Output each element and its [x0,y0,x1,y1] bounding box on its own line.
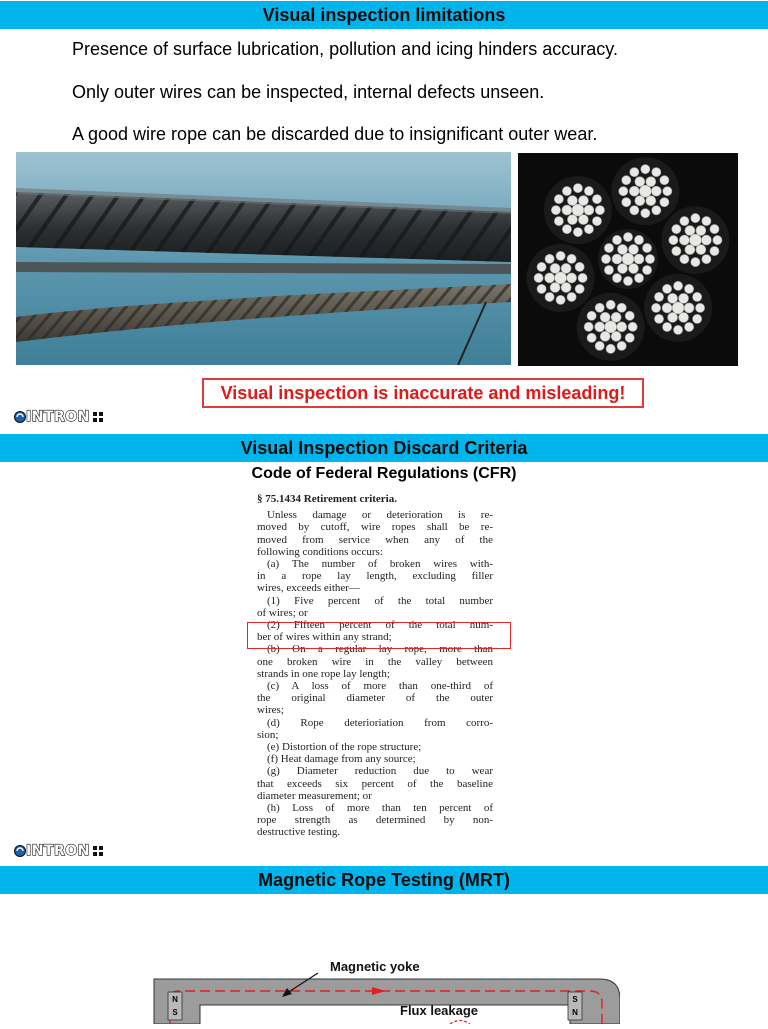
regulation-line: strands in one rope lay length; [257,667,390,680]
pole-label: S [572,995,578,1004]
limitation-item: Presence of surface lubrication, pollution and icing hinders accuracy. [72,39,618,59]
regulation-line: (2) Fifteen percent of the total num- [267,619,493,632]
section-title: Magnetic Rope Testing (MRT) [258,869,510,890]
regulation-line: (b) On a regular lay rope, more than [267,643,493,656]
logo-text: INTRON [26,843,90,859]
regulation-line: (a) The number of broken wires with- [267,558,493,571]
regulation-line: (e) Distortion of the rope structure; [267,741,422,754]
limitation-item: Only outer wires can be inspected, internal defects unseen. [72,82,545,102]
intron-logo [14,409,104,425]
logo-mark-icon [14,411,26,423]
section-title: Visual Inspection Discard Criteria [240,437,528,458]
section-banner-mrt [0,866,768,894]
regulation-line: ber of wires within any strand; [257,631,392,644]
regulation-line: following conditions occurs: [257,545,383,558]
wire-rope-photo [16,152,511,365]
regulation-line: Unless damage or deterioration is re- [267,509,493,522]
pole-label: N [572,1008,578,1017]
regulation-line: (d) Rope deterioriation from corro- [267,716,493,729]
section-title: Visual inspection limitations [262,4,506,25]
regulation-line: (f) Heat damage from any source; [267,753,416,766]
regulation-title: § 75.1434 Retirement criteria. [257,493,397,505]
regulation-text [257,493,493,839]
logo-mark-icon [14,845,26,857]
logo-dots-icon [92,845,104,857]
regulation-line: wires; [257,704,284,717]
regulation-line: (g) Diameter reduction due to wear [267,765,493,778]
regulation-line: rope strength as determined by non- [257,814,493,827]
warning-callout [202,378,644,408]
regulation-line: one broken wire in the valley between [257,655,493,668]
regulation-line: (1) Five percent of the total number [267,594,493,607]
regulation-line: wires, exceeds either— [257,582,360,595]
regulation-line: moved by cutoff, wire ropes shall be re- [257,521,493,534]
logo-text: INTRON [26,409,90,425]
highlight-box [247,622,511,649]
intron-logo [14,843,104,859]
section-banner-visual-inspection-limitations [0,1,768,29]
section-banner-discard-criteria [0,434,768,462]
magnetic-yoke-label: Magnetic yoke [330,959,420,974]
pole-label: S [172,1008,178,1017]
regulation-line: of wires; or [257,606,308,619]
regulation-line: that exceeds six percent of the baseline [257,777,493,790]
limitation-item: A good wire rope can be discarded due to insignificant outer wear. [72,124,598,144]
regulation-line: (c) A loss of more than one-third of [267,680,493,693]
regulation-line: destructive testing. [257,826,341,839]
regulation-line: (h) Loss of more than ten percent of [267,802,493,815]
flux-leakage-label: Flux leakage [400,1003,479,1018]
regulation-line: in a rope lay length, excluding filler [257,570,493,583]
warning-text: Visual inspection is inaccurate and misleading! [220,382,626,403]
regulation-body [257,509,493,838]
cfr-subtitle: Code of Federal Regulations (CFR) [251,465,517,482]
regulation-line: the original diameter of the outer [257,692,493,705]
regulation-line: moved from service when any of the [257,533,493,546]
regulation-line: sion; [257,728,279,741]
pole-label: N [172,995,178,1004]
regulation-line: diameter measurement; or [257,789,372,802]
rope-cross-section-photo [518,153,738,366]
mrt-diagram [150,955,620,1024]
logo-dots-icon [92,411,104,423]
